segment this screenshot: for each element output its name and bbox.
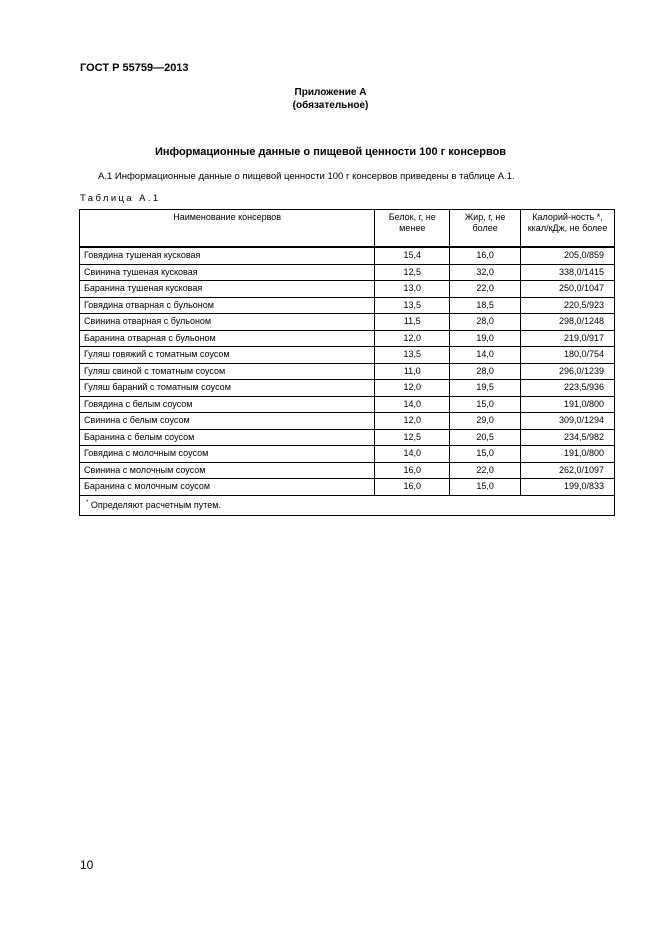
cell-protein: 11,5	[375, 314, 450, 331]
cell-calories: 309,0/1294	[521, 413, 615, 430]
cell-name: Баранина с молочным соусом	[80, 479, 375, 496]
table-row	[80, 446, 615, 463]
table-caption: Таблица А.1	[80, 193, 161, 204]
cell-name: Говядина с молочным соусом	[80, 446, 375, 463]
header-calories: Калорий-ность *, ккал/кДж, не более	[521, 210, 615, 248]
cell-calories: 191,0/800	[521, 396, 615, 413]
cell-protein: 12,5	[375, 429, 450, 446]
appendix-status: (обязательное)	[292, 100, 369, 111]
table-row	[80, 281, 615, 298]
cell-fat: 20,5	[450, 429, 521, 446]
header-name: Наименование консервов	[80, 210, 375, 248]
cell-calories: 296,0/1239	[521, 363, 615, 380]
appendix-title: Приложение А	[294, 87, 367, 98]
cell-fat: 15,0	[450, 479, 521, 496]
cell-protein: 12,0	[375, 380, 450, 397]
footnote	[80, 495, 615, 515]
table-row	[80, 429, 615, 446]
cell-protein: 12,0	[375, 413, 450, 430]
cell-calories: 298,0/1248	[521, 314, 615, 331]
cell-calories: 220,5/923	[521, 297, 615, 314]
nutrition-table	[79, 209, 615, 516]
table-row	[80, 413, 615, 430]
footnote-row	[80, 495, 615, 515]
table-row	[80, 264, 615, 281]
cell-fat: 29,0	[450, 413, 521, 430]
cell-fat: 32,0	[450, 264, 521, 281]
cell-name: Говядина тушеная кусковая	[80, 247, 375, 264]
cell-protein: 12,5	[375, 264, 450, 281]
table-row	[80, 347, 615, 364]
table-row	[80, 479, 615, 496]
cell-protein: 15,4	[375, 247, 450, 264]
cell-calories: 180,0/754	[521, 347, 615, 364]
table-row	[80, 396, 615, 413]
table-row	[80, 363, 615, 380]
cell-fat: 15,0	[450, 446, 521, 463]
cell-protein: 12,0	[375, 330, 450, 347]
footnote-mark: *	[86, 500, 89, 506]
cell-calories: 234,5/982	[521, 429, 615, 446]
cell-name: Говядина отварная с бульоном	[80, 297, 375, 314]
cell-calories: 191,0/800	[521, 446, 615, 463]
cell-name: Свинина с молочным соусом	[80, 462, 375, 479]
cell-protein: 11,0	[375, 363, 450, 380]
cell-name: Гуляш свиной с томатным соусом	[80, 363, 375, 380]
cell-name: Свинина отварная с бульоном	[80, 314, 375, 331]
cell-calories: 199,0/833	[521, 479, 615, 496]
cell-name: Свинина тушеная кусковая	[80, 264, 375, 281]
cell-fat: 16,0	[450, 247, 521, 264]
cell-protein: 14,0	[375, 446, 450, 463]
cell-fat: 28,0	[450, 314, 521, 331]
cell-name: Баранина тушеная кусковая	[80, 281, 375, 298]
cell-calories: 250,0/1047	[521, 281, 615, 298]
cell-calories: 219,0/917	[521, 330, 615, 347]
intro-paragraph: А.1 Информационные данные о пищевой ценности 100 г консервов приведены в таблице А.1.	[98, 171, 515, 182]
cell-calories: 205,0/859	[521, 247, 615, 264]
cell-protein: 16,0	[375, 462, 450, 479]
table-row	[80, 330, 615, 347]
header-protein: Белок, г, не менее	[375, 210, 450, 248]
table-row	[80, 380, 615, 397]
cell-calories: 223,5/936	[521, 380, 615, 397]
cell-name: Гуляш говяжий с томатным соусом	[80, 347, 375, 364]
cell-name: Свинина с белым соусом	[80, 413, 375, 430]
cell-name: Гуляш бараний с томатным соусом	[80, 380, 375, 397]
cell-fat: 22,0	[450, 281, 521, 298]
cell-fat: 18,5	[450, 297, 521, 314]
standard-designation: ГОСТ Р 55759—2013	[80, 62, 189, 74]
table-row	[80, 314, 615, 331]
cell-calories: 338,0/1415	[521, 264, 615, 281]
cell-protein: 16,0	[375, 479, 450, 496]
cell-calories: 262,0/1097	[521, 462, 615, 479]
cell-name: Баранина отварная с бульоном	[80, 330, 375, 347]
cell-protein: 13,5	[375, 297, 450, 314]
section-title: Информационные данные о пищевой ценности 100 г консервов	[154, 146, 507, 158]
cell-name: Говядина с белым соусом	[80, 396, 375, 413]
cell-fat: 28,0	[450, 363, 521, 380]
cell-fat: 19,0	[450, 330, 521, 347]
table-body	[80, 247, 615, 495]
cell-protein: 14,0	[375, 396, 450, 413]
cell-fat: 22,0	[450, 462, 521, 479]
cell-fat: 19,5	[450, 380, 521, 397]
cell-fat: 15,0	[450, 396, 521, 413]
cell-name: Баранина с белым соусом	[80, 429, 375, 446]
table-row	[80, 462, 615, 479]
cell-protein: 13,0	[375, 281, 450, 298]
table-row	[80, 297, 615, 314]
cell-fat: 14,0	[450, 347, 521, 364]
footnote-text: Определяют расчетным путем.	[90, 500, 221, 510]
table-header-row	[80, 210, 615, 248]
header-fat: Жир, г, не более	[450, 210, 521, 248]
page-number: 10	[80, 858, 94, 872]
table-row	[80, 247, 615, 264]
cell-protein: 13,5	[375, 347, 450, 364]
